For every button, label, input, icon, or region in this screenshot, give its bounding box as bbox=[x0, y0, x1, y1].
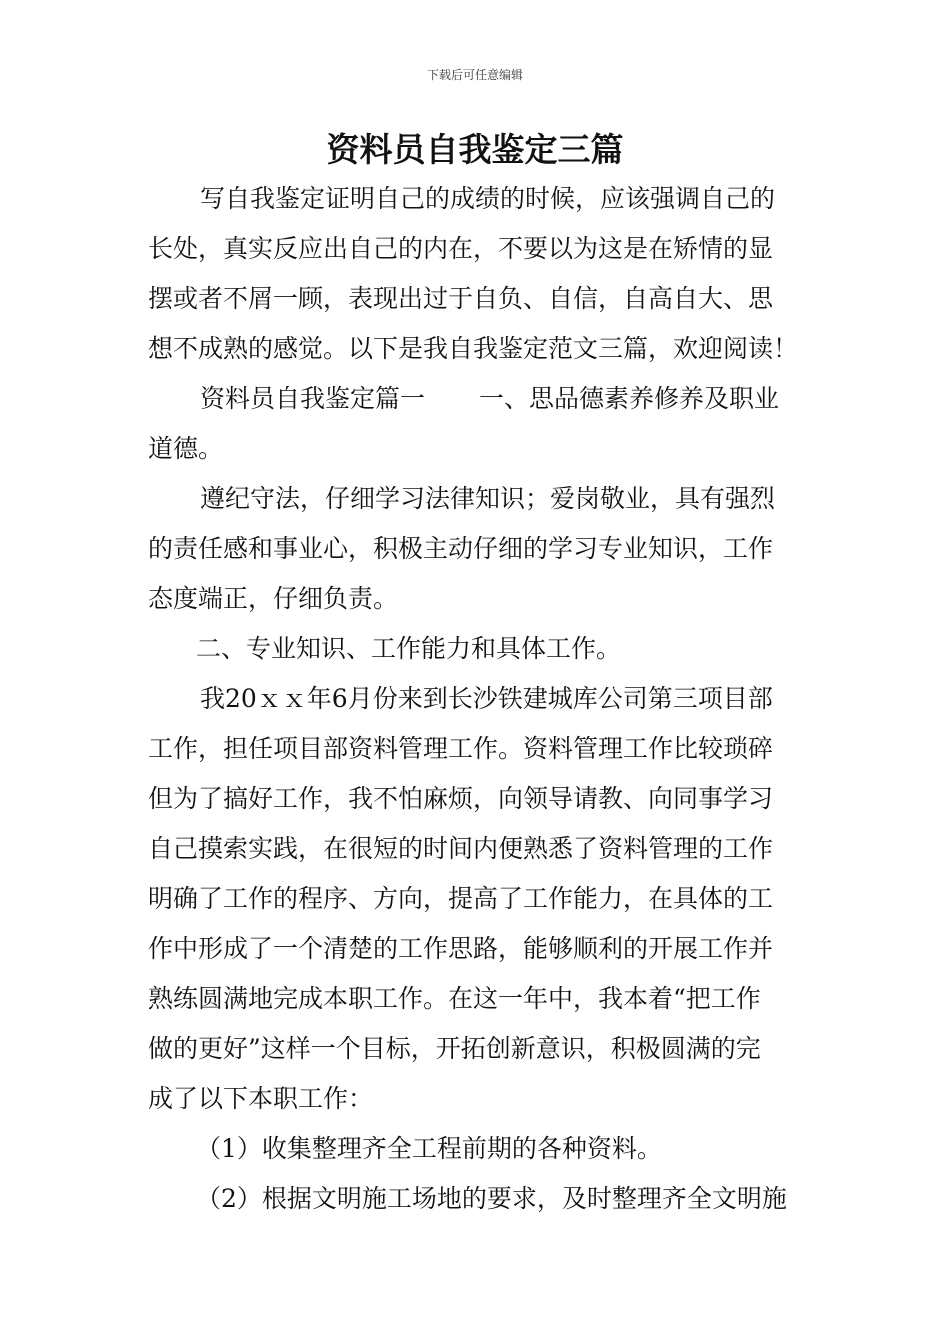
paragraph-line: 我20ｘｘ年6月份来到长沙铁建城库公司第三项目部 bbox=[200, 684, 773, 713]
subsection-heading: 二、专业知识、工作能力和具体工作。 bbox=[196, 634, 622, 663]
paragraph-line: 长处，真实反应出自己的内在，不要以为这是在矫情的显 bbox=[148, 234, 774, 263]
paragraph-line: 的责任感和事业心，积极主动仔细的学习专业知识，工作 bbox=[148, 534, 774, 563]
paragraph-line: 但为了搞好工作，我不怕麻烦，向领导请教、向同事学习 bbox=[148, 784, 774, 813]
document-title: 资料员自我鉴定三篇 bbox=[326, 130, 624, 169]
subsection-heading: 一、思品德素养修养及职业 bbox=[479, 384, 780, 413]
section-heading-line bbox=[148, 374, 810, 424]
section-heading: 资料员自我鉴定篇一 bbox=[200, 384, 426, 413]
paragraph-line: 自己摸索实践，在很短的时间内便熟悉了资料管理的工作 bbox=[148, 834, 774, 863]
paragraph-line: 明确了工作的程序、方向，提高了工作能力，在具体的工 bbox=[148, 884, 774, 913]
paragraph-line: 道德。 bbox=[148, 434, 224, 463]
paragraph-line: 想不成熟的感觉。以下是我自我鉴定范文三篇，欢迎阅读！ bbox=[148, 334, 799, 363]
list-item: （1）收集整理齐全工程前期的各种资料。 bbox=[196, 1134, 662, 1163]
paragraph-line: 态度端正，仔细负责。 bbox=[148, 584, 399, 613]
header-note: 下载后可任意编辑 bbox=[426, 68, 523, 82]
paragraph-line: 摆或者不屑一顾，表现出过于自负、自信，自高自大、思 bbox=[148, 284, 774, 313]
paragraph-line: 工作，担任项目部资料管理工作。资料管理工作比较琐碎 bbox=[148, 734, 774, 763]
paragraph-line: 作中形成了一个清楚的工作思路，能够顺利的开展工作并 bbox=[148, 934, 774, 963]
paragraph-line: 熟练圆满地完成本职工作。在这一年中，我本着“把工作 bbox=[148, 984, 761, 1013]
paragraph-line: 成了以下本职工作： bbox=[148, 1084, 374, 1113]
paragraph-line: 做的更好”这样一个目标，开拓创新意识，积极圆满的完 bbox=[148, 1034, 761, 1063]
document-body bbox=[148, 174, 810, 1224]
list-item: （2）根据文明施工场地的要求，及时整理齐全文明施 bbox=[196, 1184, 787, 1213]
paragraph-line: 遵纪守法，仔细学习法律知识；爱岗敬业，具有强烈 bbox=[200, 484, 776, 513]
paragraph-line: 写自我鉴定证明自己的成绩的时候，应该强调自己的 bbox=[200, 184, 776, 213]
